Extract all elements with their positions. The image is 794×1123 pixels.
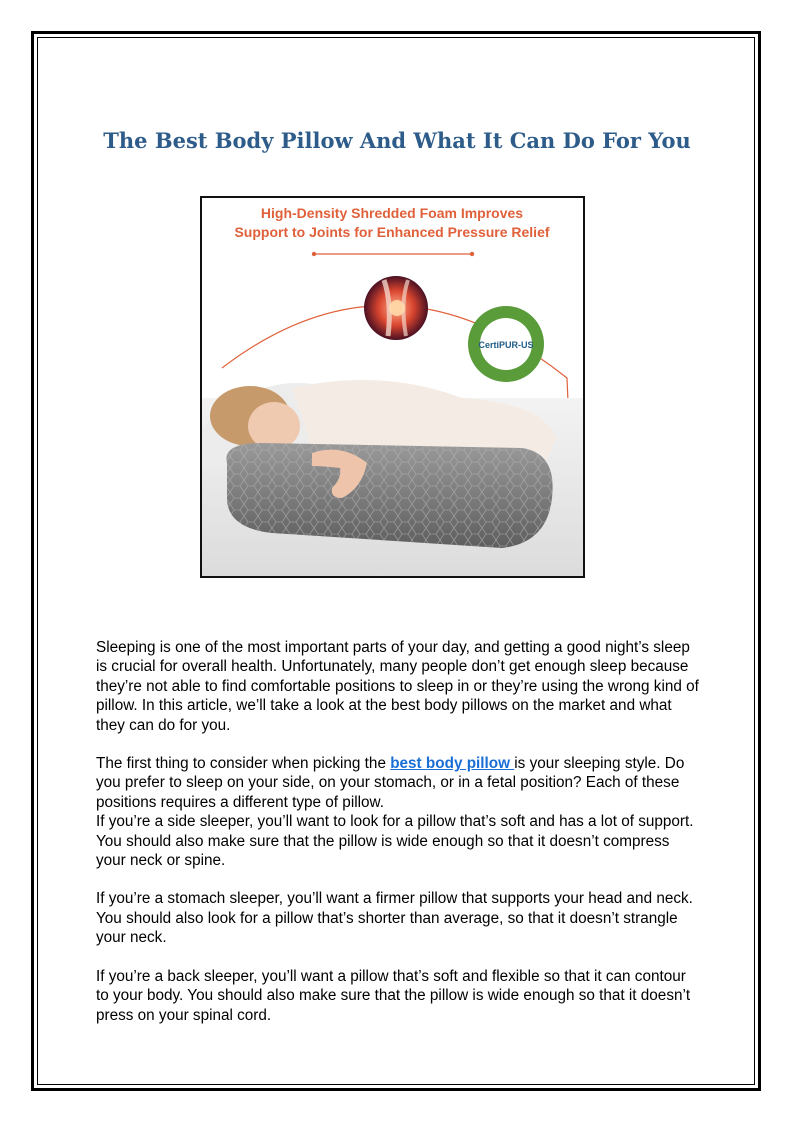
paragraph-back-sleeper: If you’re a back sleeper, you’ll want a pillow that’s soft and flexible so that it can contour to your body. You should also make sure that the pillow is wide enough so that it doesn’t press on your spinal cord.: [96, 967, 691, 1024]
page-title: The Best Body Pillow And What It Can Do For You: [103, 128, 691, 153]
svg-text:CertiPUR-US: CertiPUR-US: [478, 340, 534, 350]
certipur-badge-icon: [468, 306, 544, 382]
paragraph-stomach-sleeper: If you’re a stomach sleeper, you’ll want a firmer pillow that supports your head and neck. You should also look for a pillow that’s shorter than average, so that it doesn’t strangle your neck.: [96, 890, 693, 947]
paragraph-first-thing: The first thing to consider when picking the best body pillow is your sleeping style. Do you prefer to sleep on your side, on your stomach, or in a fetal position? Each of these positions requires a different type of pillow.: [96, 755, 685, 811]
paragraph-intro: Sleeping is one of the most important parts of your day, and getting a good night’s sleep is crucial for overall health. Unfortunately, many people don’t get enough sleep because they’re not able to find comfortable positions to sleep in or they’re using the wrong kind of pillow. In this article, we’ll take a look at the best body pillows on the market and what they can do for you.: [96, 639, 699, 734]
product-image: [200, 196, 585, 578]
knee-joint-icon: [364, 276, 428, 340]
body-pillow: [226, 443, 552, 548]
figure-headline-1: High-Density Shredded Foam Improves: [260, 205, 524, 221]
best-body-pillow-link[interactable]: best body pillow: [390, 755, 515, 773]
article-body: [96, 638, 700, 1044]
paragraph-side-sleeper: If you’re a side sleeper, you’ll want to look for a pillow that’s soft and has a lot of support. You should also make sure that the pillow is wide enough so that it doesn’t compress your neck or spine.: [96, 813, 694, 870]
figure-headline-2: Support to Joints for Enhanced Pressure Relief: [234, 224, 550, 240]
